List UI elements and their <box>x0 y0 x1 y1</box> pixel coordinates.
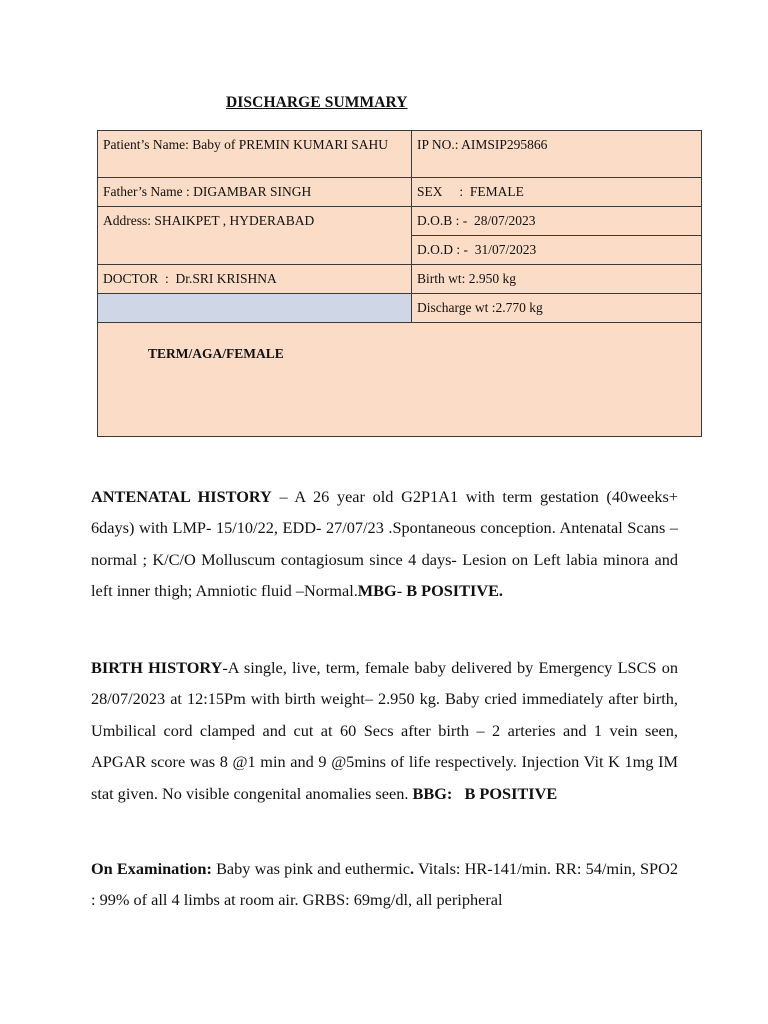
table-row <box>98 265 702 294</box>
antenatal-history-text: – A 26 year old G2P1A1 with term gestation (40weeks+ 6days) with LMP- 15/10/22, EDD- 27/07/23 .Spontaneous conception. Antenatal Scans – normal ; K/C/O Molluscum contagiosum since 4 days- Lesion on Left labia minora and left inner thigh; Amniotic fluid –Normal. <box>91 487 678 601</box>
birth-history-text: -A single, live, term, female baby delivered by Emergency LSCS on 28/07/2023 at 12:15Pm with birth weight– 2.950 kg. Baby cried immediately after birth, Umbilical cord clamped and cut at 60 Secs after birth – 2 arteries and 1 vein seen, APGAR score was 8 @1 min and 9 @5mins of life respectively. Injection Vit K 1mg IM stat given. No visible congenital anomalies seen. <box>91 658 678 803</box>
mbg-separator: - <box>396 581 407 601</box>
dod-cell: D.O.D : - 31/07/2023 <box>412 236 702 265</box>
address-cell: Address: SHAIKPET , HYDERABAD <box>98 207 412 265</box>
birth-history-heading: BIRTH HISTORY <box>91 658 223 677</box>
table-row <box>98 178 702 207</box>
bbg-value: BBG: B POSITIVE <box>412 783 558 803</box>
discharge-weight-cell: Discharge wt :2.770 kg <box>412 294 702 323</box>
father-name-cell: Father’s Name : DIGAMBAR SINGH <box>98 178 412 207</box>
ip-number-cell: IP NO.: AIMSIP295866 <box>412 131 702 178</box>
table-row <box>98 323 702 437</box>
page-title: DISCHARGE SUMMARY <box>226 94 408 111</box>
antenatal-history-heading: ANTENATAL HISTORY <box>91 487 272 506</box>
birth-weight-cell: Birth wt: 2.950 kg <box>412 265 702 294</box>
examination-text: Baby was pink and euthermic <box>211 859 411 878</box>
patient-name-cell: Patient’s Name: Baby of PREMIN KUMARI SAHU <box>98 131 412 178</box>
patient-info-table <box>97 130 702 437</box>
examination-paragraph <box>91 853 678 916</box>
table-row <box>98 131 702 178</box>
birth-history-paragraph <box>91 652 678 809</box>
table-row <box>98 207 702 236</box>
diagnosis-cell: TERM/AGA/FEMALE <box>98 323 702 437</box>
doctor-cell: DOCTOR : Dr.SRI KRISHNA <box>98 265 412 294</box>
empty-shaded-cell <box>98 294 412 323</box>
examination-heading: On Examination: <box>91 859 212 878</box>
examination-dot: . <box>410 859 415 878</box>
sex-cell: SEX : FEMALE <box>412 178 702 207</box>
mbg-value: B POSITIVE. <box>406 581 504 601</box>
antenatal-history-paragraph <box>91 481 678 607</box>
mbg-label: MBG <box>357 581 397 601</box>
dob-cell: D.O.B : - 28/07/2023 <box>412 207 702 236</box>
table-row <box>98 294 702 323</box>
examination-text-2: Vitals: HR-141/min. RR: 54/min, SPO2 : 99% of all 4 limbs at room air. GRBS: 69mg/dl, all peripheral <box>91 859 678 910</box>
